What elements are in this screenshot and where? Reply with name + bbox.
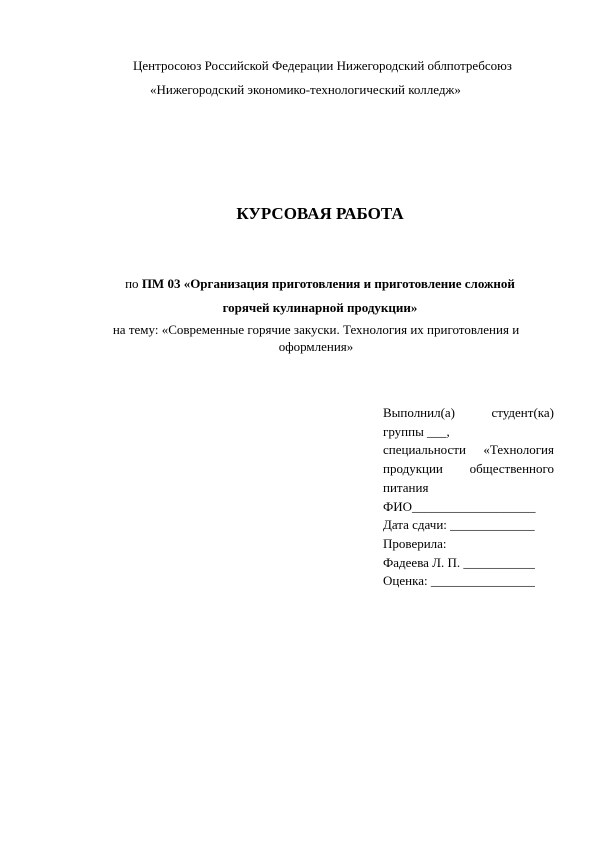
topic-line-1: на тему: «Современные горячие закуски. Технология их приготовления и [112, 322, 520, 337]
fio-line: ФИО___________________ [383, 498, 536, 514]
discipline-name-1: ПМ 03 «Организация приготовления и приготовление сложной [141, 276, 515, 291]
specialty-line-1: специальности «Технология [383, 442, 554, 458]
discipline-prefix: по [125, 276, 139, 291]
checked-by-label: Проверила: [383, 535, 447, 551]
organization-line: Центросоюз Российской Федерации Нижегородский облпотребсоюз [133, 58, 512, 73]
grade-line: Оценка: ________________ [383, 573, 535, 589]
topic-line-2: оформления» [278, 339, 354, 354]
college-line: «Нижегородский экономико-технологический колледж» [150, 82, 461, 97]
document-title: КУРСОВАЯ РАБОТА [236, 204, 404, 223]
discipline-line-2 [100, 296, 540, 320]
info-block [383, 404, 554, 591]
checker-line: Фадеева Л. П. ___________ [383, 554, 535, 570]
specialty-line-2: продукции общественного [383, 461, 554, 477]
submission-date-line: Дата сдачи: _____________ [383, 517, 535, 533]
topic-block [90, 321, 542, 355]
discipline-block [100, 272, 540, 320]
discipline-name-2: горячей кулинарной продукции» [222, 300, 418, 315]
group-line: группы ___, [383, 423, 450, 439]
specialty-line-3: питания [383, 479, 429, 495]
performed-by-line: Выполнил(а) студент(ка) [383, 405, 554, 420]
discipline-line-1 [100, 272, 540, 296]
